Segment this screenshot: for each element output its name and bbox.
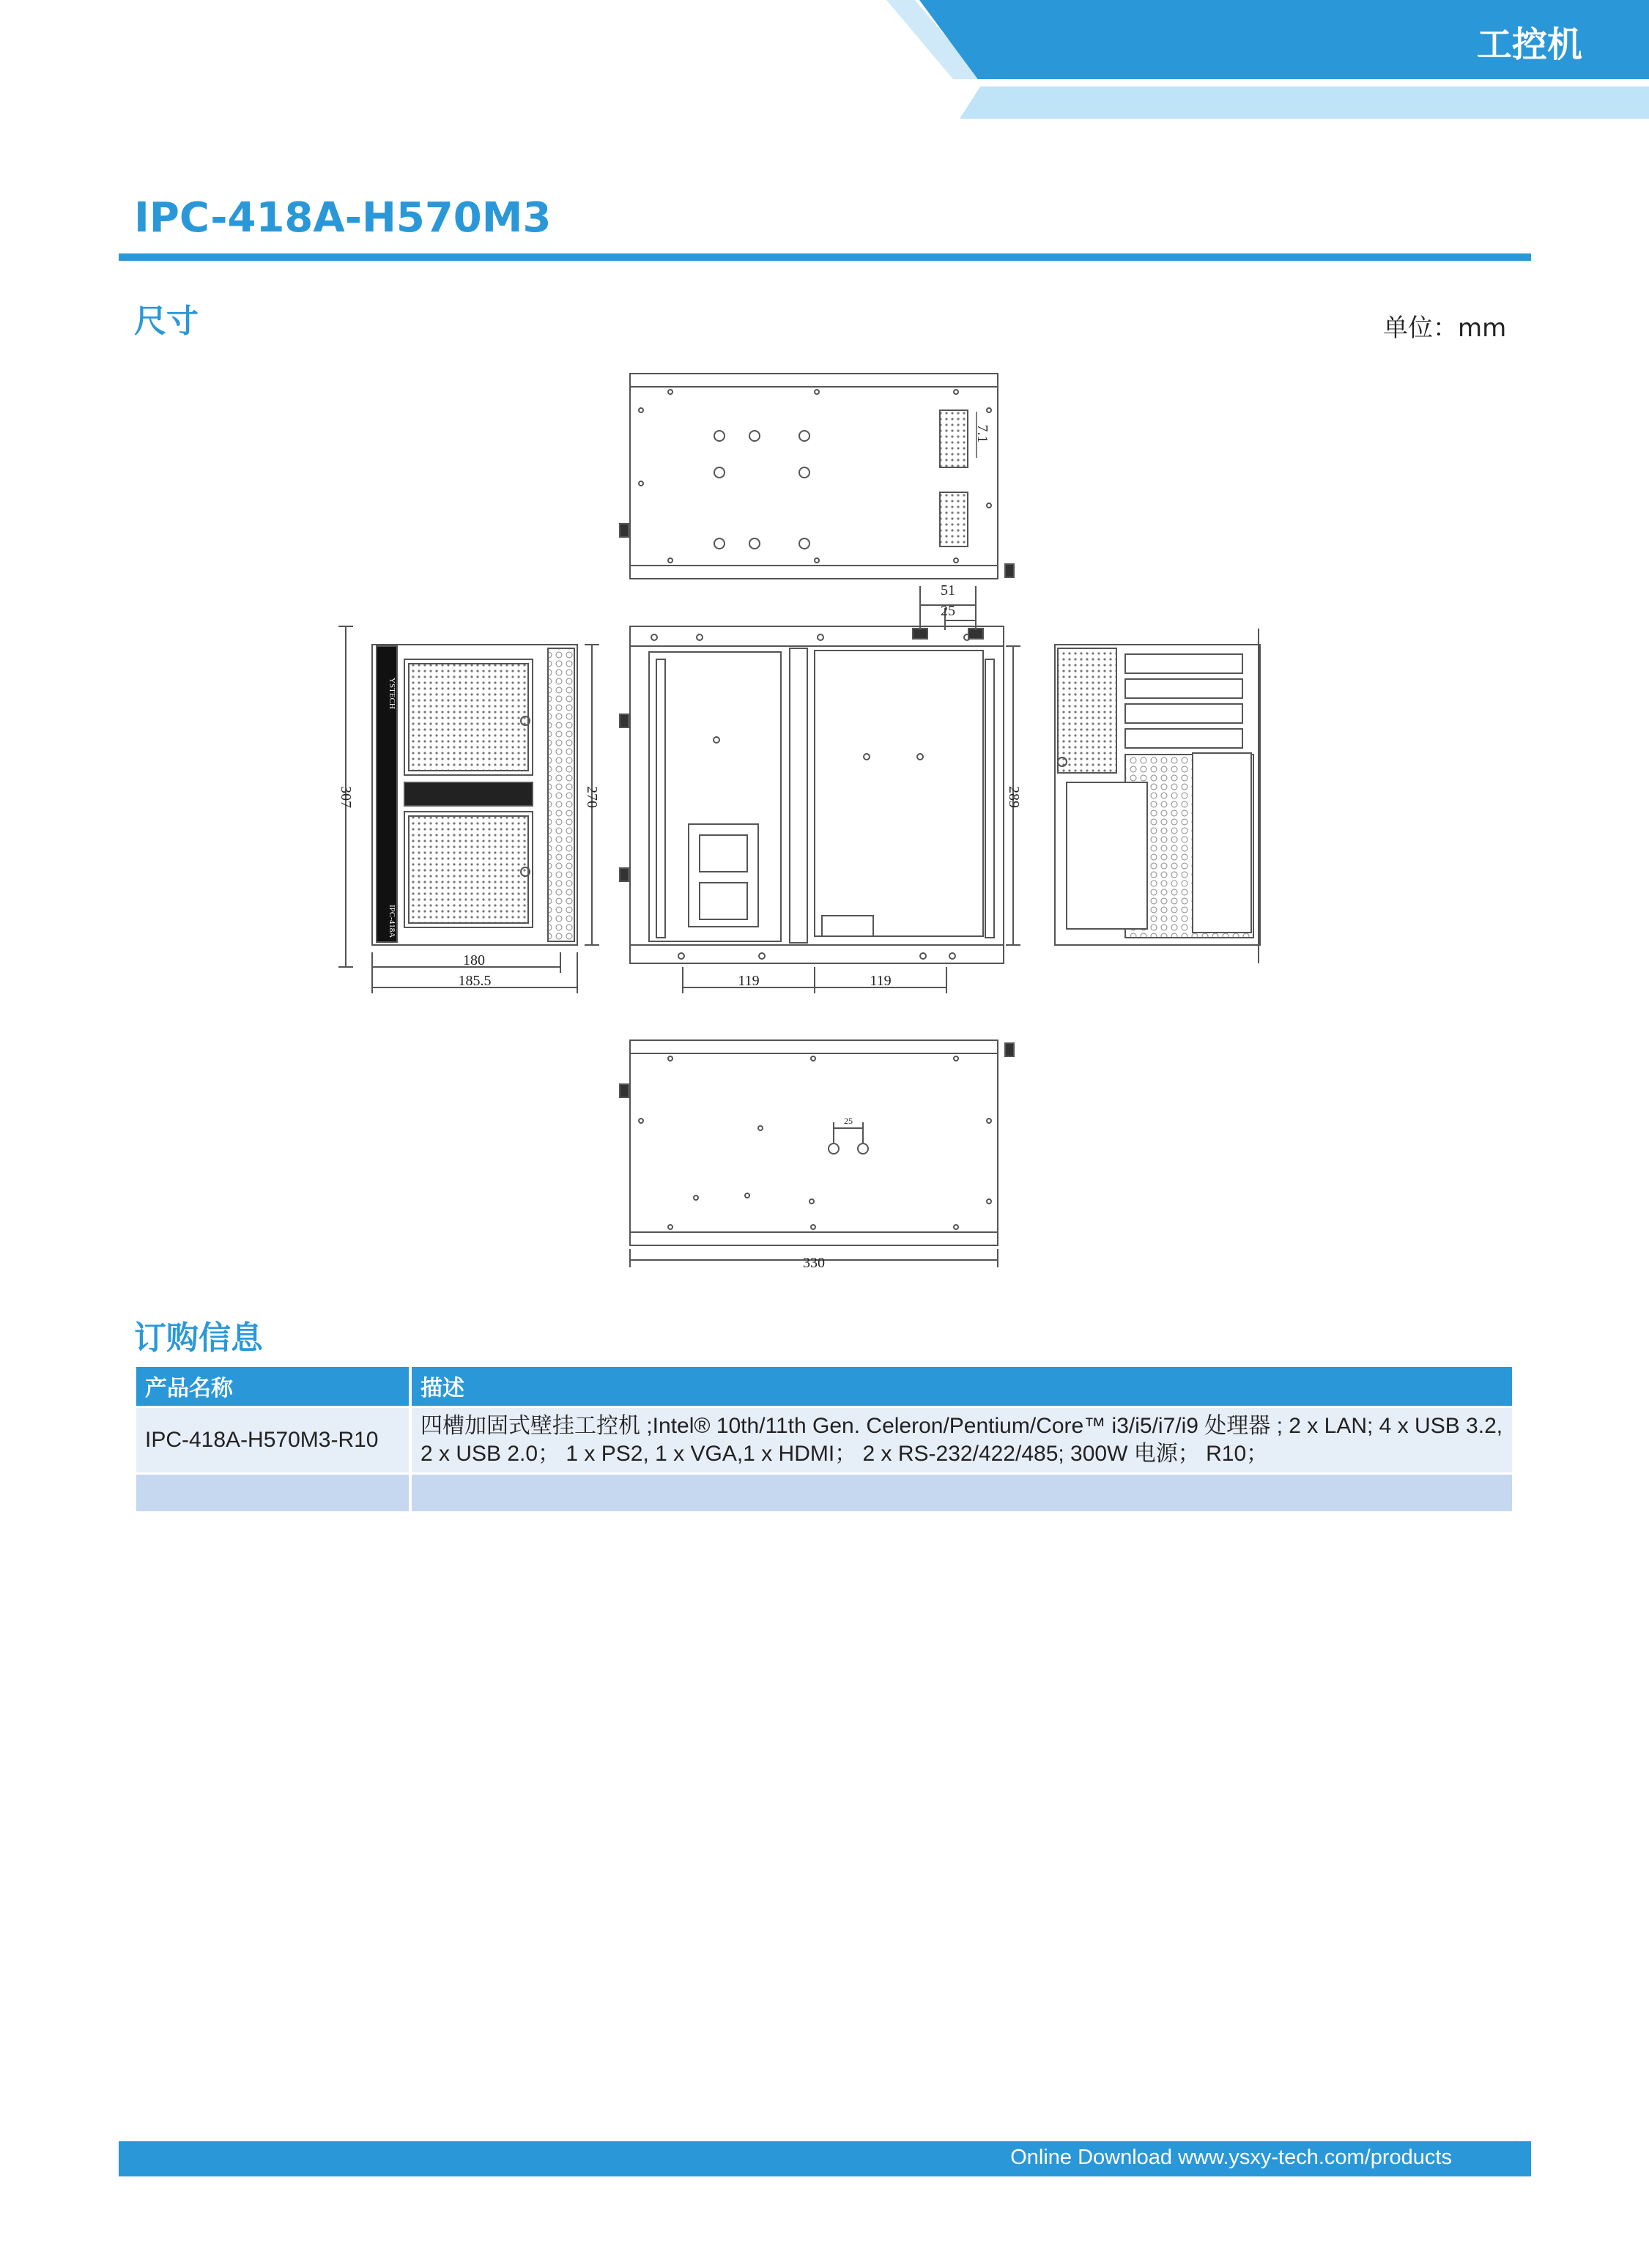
dimensions-heading: 尺寸 bbox=[134, 303, 199, 340]
footer-download-link[interactable]: Online Download www.ysxy-tech.com/products bbox=[1010, 2146, 1452, 2169]
product-name-cell: IPC-418A-H570M3-R10 bbox=[136, 1407, 410, 1473]
description-line-2: 2 x USB 2.0； 1 x PS2, 1 x VGA,1 x HDMI； 2 x RS-232/422/485; 300W 电源； R10； bbox=[420, 1441, 1269, 1466]
product-name-cell bbox=[136, 1473, 410, 1511]
dim-label-119-right: 119 bbox=[870, 973, 892, 989]
dim-label-307: 307 bbox=[338, 786, 354, 808]
dim-label-119-left: 119 bbox=[738, 973, 760, 989]
product-description-cell bbox=[410, 1407, 1513, 1473]
dim-label-289: 289 bbox=[1006, 786, 1022, 808]
column-header-name: 产品名称 bbox=[136, 1367, 410, 1407]
header-category: 工控机 bbox=[1476, 24, 1582, 65]
product-description-cell bbox=[410, 1473, 1513, 1511]
dim-label-51: 51 bbox=[941, 582, 955, 598]
dim-label-270: 270 bbox=[584, 786, 600, 808]
footer-bar bbox=[119, 2141, 1531, 2176]
rear-view bbox=[1055, 629, 1260, 963]
ordering-heading: 订购信息 bbox=[134, 1319, 263, 1357]
top-view bbox=[620, 374, 1014, 579]
dim-label-7-1: 7.1 bbox=[974, 424, 990, 443]
table-row bbox=[136, 1407, 1513, 1473]
dim-label-330: 330 bbox=[803, 1255, 825, 1271]
front-panel-model: IPC-418A bbox=[388, 905, 396, 938]
description-line-1: 四槽加固式壁挂工控机 ;Intel® 10th/11th Gen. Celeron/Pentium/Core™ i3/i5/i7/i9 处理器 ; 2 x LAN; 4 x USB 3.2, bbox=[420, 1413, 1503, 1438]
ordering-table bbox=[136, 1367, 1515, 1511]
bottom-view bbox=[620, 1040, 1014, 1267]
front-view bbox=[338, 626, 599, 993]
table-header-row bbox=[136, 1367, 1513, 1407]
column-header-description: 描述 bbox=[410, 1367, 1513, 1407]
side-view bbox=[620, 586, 1020, 993]
dim-label-25: 25 bbox=[941, 603, 955, 619]
front-panel-brand: YSTECH bbox=[388, 678, 396, 709]
unit-label: 单位：mm bbox=[1383, 314, 1507, 343]
product-title: IPC-418A-H570M3 bbox=[134, 194, 552, 242]
dim-label-180: 180 bbox=[463, 952, 485, 968]
table-row bbox=[136, 1473, 1513, 1511]
dim-label-185-5: 185.5 bbox=[458, 973, 492, 989]
dim-label-25-bottom: 25 bbox=[844, 1116, 853, 1126]
